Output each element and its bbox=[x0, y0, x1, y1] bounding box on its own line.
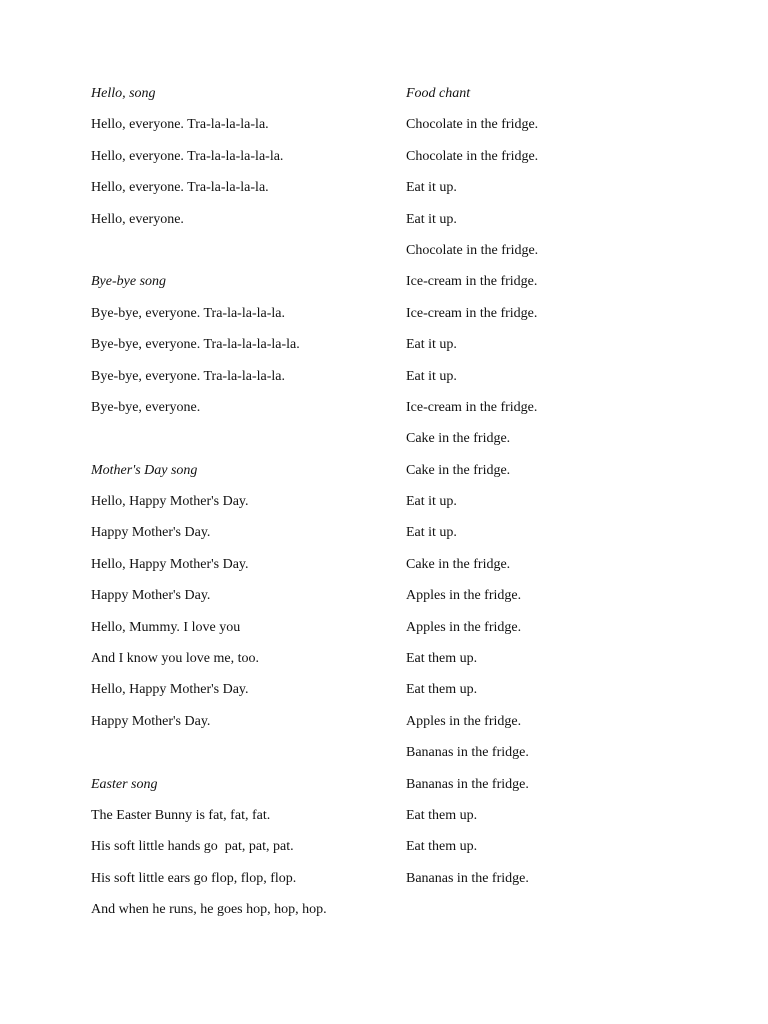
easter-song-line: The Easter Bunny is fat, fat, fat. bbox=[91, 807, 271, 823]
food-chant-line: Eat them up. bbox=[406, 807, 478, 823]
food-chant-line: Apples in the fridge. bbox=[406, 619, 522, 635]
hello-song-line: Hello, everyone. Tra-la-la-la-la-la. bbox=[91, 148, 284, 164]
food-chant-line: Cake in the fridge. bbox=[406, 556, 511, 572]
food-chant-line: Eat them up. bbox=[406, 651, 478, 667]
bye-bye-song-line: Bye-bye, everyone. Tra-la-la-la-la. bbox=[91, 305, 285, 321]
food-chant-line: Eat it up. bbox=[406, 525, 457, 541]
food-chant-line: Chocolate in the fridge. bbox=[406, 242, 539, 258]
mothers-day-song-title: Mother's Day song bbox=[91, 462, 198, 478]
food-chant-line: Eat it up. bbox=[406, 368, 457, 384]
food-chant-title: Food chant bbox=[406, 86, 471, 101]
easter-song-title: Easter song bbox=[91, 776, 158, 792]
mothers-day-song-line: And I know you love me, too. bbox=[91, 651, 259, 667]
hello-song-line: Hello, everyone. Tra-la-la-la-la. bbox=[91, 117, 269, 133]
food-chant-line: Eat it up. bbox=[406, 337, 457, 353]
spacer bbox=[91, 241, 391, 272]
bye-bye-song-line: Bye-bye, everyone. Tra-la-la-la-la-la. bbox=[91, 337, 300, 353]
mothers-day-song-line: Happy Mother's Day. bbox=[91, 713, 211, 729]
hello-song-title: Hello, song bbox=[91, 86, 156, 101]
hello-song-line: Hello, everyone. Tra-la-la-la-la. bbox=[91, 180, 269, 196]
food-chant-line: Chocolate in the fridge. bbox=[406, 117, 539, 133]
food-chant-line: Apples in the fridge. bbox=[406, 588, 522, 604]
food-chant-line: Cake in the fridge. bbox=[406, 431, 511, 447]
right-column bbox=[406, 84, 726, 900]
food-chant-line: Eat it up. bbox=[406, 180, 457, 196]
mothers-day-song-line: Happy Mother's Day. bbox=[91, 525, 211, 541]
food-chant-line: Ice-cream in the fridge. bbox=[406, 399, 538, 415]
food-chant-line: Apples in the fridge. bbox=[406, 713, 522, 729]
spacer bbox=[91, 429, 391, 460]
food-chant-line: Cake in the fridge. bbox=[406, 462, 511, 478]
easter-song-line: His soft little hands go pat, pat, pat. bbox=[91, 839, 294, 855]
spacer bbox=[91, 743, 391, 774]
food-chant-line: Eat it up. bbox=[406, 494, 457, 510]
food-chant-line: Ice-cream in the fridge. bbox=[406, 305, 538, 321]
food-chant-line: Eat them up. bbox=[406, 682, 478, 698]
hello-song-line: Hello, everyone. bbox=[91, 211, 184, 227]
easter-song-line: And when he runs, he goes hop, hop, hop. bbox=[91, 902, 327, 918]
food-chant-line: Bananas in the fridge. bbox=[406, 776, 529, 792]
food-chant-line: Eat it up. bbox=[406, 211, 457, 227]
mothers-day-song-line: Hello, Happy Mother's Day. bbox=[91, 494, 249, 510]
mothers-day-song-line: Hello, Happy Mother's Day. bbox=[91, 556, 249, 572]
food-chant-line: Bananas in the fridge. bbox=[406, 745, 529, 761]
left-column bbox=[91, 84, 391, 932]
food-chant-line: Ice-cream in the fridge. bbox=[406, 274, 538, 290]
mothers-day-song-line: Hello, Mummy. I love you bbox=[91, 619, 241, 635]
mothers-day-song-line: Hello, Happy Mother's Day. bbox=[91, 682, 249, 698]
bye-bye-song-line: Bye-bye, everyone. bbox=[91, 399, 201, 415]
bye-bye-song-line: Bye-bye, everyone. Tra-la-la-la-la. bbox=[91, 368, 285, 384]
mothers-day-song-line: Happy Mother's Day. bbox=[91, 588, 211, 604]
food-chant-line: Bananas in the fridge. bbox=[406, 870, 529, 886]
bye-bye-song-title: Bye-bye song bbox=[91, 274, 167, 290]
food-chant-line: Eat them up. bbox=[406, 839, 478, 855]
easter-song-line: His soft little ears go flop, flop, flop. bbox=[91, 870, 297, 886]
food-chant-line: Chocolate in the fridge. bbox=[406, 148, 539, 164]
